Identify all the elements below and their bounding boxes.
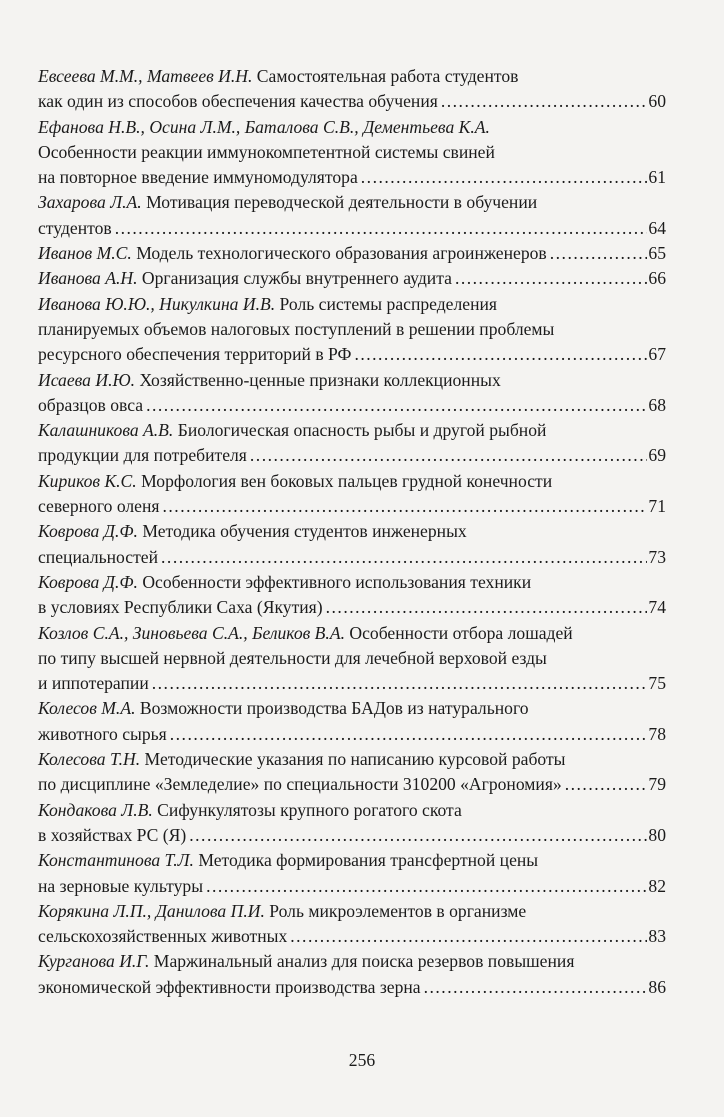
toc-entry-title: планируемых объемов налоговых поступлений в решении проблемы [38,318,555,339]
toc-entry [38,570,666,621]
toc-entry-title: и иппотерапии [38,673,149,694]
toc-entry-text [38,798,462,823]
toc-entry-text [38,342,351,367]
toc-entry-authors: Иванова Ю.Ю., Никулкина И.В. [38,293,276,314]
toc-entry-text [38,545,158,570]
toc-entry-line [38,342,666,367]
dot-leader [163,494,648,519]
toc-entry-title: образцов овса [38,394,144,415]
toc-entry [38,848,666,899]
toc-entry-line [38,418,666,443]
toc-entry-line [38,823,666,848]
toc-entry-line [38,722,666,747]
toc-entry [38,241,666,266]
toc-entry-text [38,292,497,317]
toc-entry [38,949,666,1000]
toc-entry [38,696,666,747]
toc-entry-line [38,190,666,215]
toc-entry-title: Сифункулятозы крупного рогатого скота [157,799,462,820]
toc-entry-title: Самостоятельная работа студентов [256,66,519,86]
toc-entry-page: 75 [648,673,666,694]
toc-entry-text [38,823,186,848]
toc-entry-text [38,899,526,924]
toc-entry-line [38,494,666,519]
toc-entry-title: ресурсного обеспечения территорий в РФ [38,344,352,365]
toc-entry [38,368,666,419]
toc-entry-text [38,393,143,418]
toc-entry [38,519,666,570]
toc-entry-text [38,115,490,140]
toc-entry-page: 86 [648,976,666,997]
toc-entry-text [38,241,547,266]
toc-entry-text [38,418,546,443]
toc-entry-authors: Курганова И.Г. [38,951,150,972]
toc-entry-line [38,747,666,772]
toc-entry-authors: Иванова А.Н. [38,268,138,289]
toc-entry-line [38,469,666,494]
toc-entry-authors: Ефанова Н.В., Осина Л.М., Баталова С.В., Дементьева К.А. [38,116,490,137]
toc-entry-line [38,292,666,317]
toc-entry-line [38,545,666,570]
toc-entry-title: Особенности эффективного использования техники [142,571,532,592]
toc-entry-line [38,241,666,266]
toc-entry-title: северного оленя [38,496,160,517]
dot-leader [361,165,648,190]
toc-entry-text [38,949,574,974]
toc-entry-authors: Иванов М.С. [38,243,132,264]
toc-entry-line [38,89,666,114]
toc-entry-line [38,975,666,1000]
toc-entry-text [38,190,537,215]
toc-entry-line [38,949,666,974]
toc-entry-page: 79 [648,774,666,795]
toc-entry-page: 64 [648,217,666,238]
toc-entry-text [38,140,495,165]
toc-entry-title: как один из способов обеспечения качества обучения [38,91,438,112]
dot-leader [161,545,647,570]
toc-entry-title: Возможности производства БАДов из натурального [139,698,529,719]
dot-leader [354,342,647,367]
toc-entry-page: 61 [648,167,666,188]
toc-entry [38,115,666,191]
toc-entry-page: 69 [648,445,666,466]
toc-entry-line [38,696,666,721]
toc-entry-line [38,621,666,646]
toc-entry-title: в условиях Республики Саха (Якутия) [38,597,323,618]
toc-entry-page: 82 [648,875,666,896]
toc-entry-line [38,266,666,291]
toc-entry-line [38,519,666,544]
toc-entry-page: 68 [648,394,666,415]
toc-entry-line [38,140,666,165]
toc-entry-page: 60 [648,91,666,112]
toc-entry-title: Организация службы внутреннего аудита [141,268,452,289]
dot-leader [326,595,648,620]
toc-entry-text [38,747,565,772]
toc-entry-authors: Колесов М.А. [38,698,136,719]
toc-entry-line [38,798,666,823]
toc-entry-text [38,266,452,291]
toc-entry-title: Хозяйственно-ценные признаки коллекционных [139,369,501,390]
toc-entry-line [38,115,666,140]
toc-entry-text [38,874,203,899]
toc-entry-text [38,772,562,797]
dot-leader [206,874,647,899]
toc-entry-text [38,848,538,873]
toc-entry-authors: Козлов С.А., Зиновьева С.А., Беликов В.А. [38,622,345,643]
toc-entry-title: экономической эффективности производства зерна [38,976,421,997]
toc-entry-title: Особенности реакции иммунокомпетентной системы свиней [38,141,495,162]
toc-entry-text [38,722,167,747]
toc-entry-line [38,874,666,899]
toc-entry-text [38,671,149,696]
toc-entry-text [38,570,531,595]
toc-entry-line [38,924,666,949]
toc-entry-title: Методические указания по написанию курсовой работы [144,749,566,770]
toc-entry-text [38,317,554,342]
toc-entry-title: Мотивация переводческой деятельности в обучении [146,192,538,213]
toc-entry-text [38,216,112,241]
toc-entry-line [38,317,666,342]
toc-entry-text [38,64,518,89]
toc-entry-authors: Корякина Л.П., Данилова П.И. [38,900,265,921]
toc-entry-title: специальностей [38,546,159,567]
dot-leader [146,393,647,418]
dot-leader [441,89,648,114]
toc-entry-title: в хозяйствах РС (Я) [38,824,187,845]
toc-entry-page: 65 [648,243,666,264]
dot-leader [152,671,648,696]
toc-entry-authors: Захарова Л.А. [38,192,142,213]
toc-entry-authors: Евсеева М.М., Матвеев И.Н. [38,66,253,86]
toc-entry-line [38,443,666,468]
toc-entry-line [38,165,666,190]
page-number: 256 [348,1050,376,1070]
toc-entry-text [38,646,547,671]
toc-entry-text [38,368,501,393]
toc-entry [38,64,666,115]
toc-entry-title: продукции для потребителя [38,445,247,466]
toc-entry-page: 71 [648,496,666,517]
dot-leader [115,216,648,241]
toc-entry-title: Роль системы распределения [279,293,498,314]
toc-entry-line [38,368,666,393]
toc-entry-title: Методика формирования трансфертной цены [198,850,539,871]
toc-entry-authors: Коврова Д.Ф. [38,521,138,542]
toc-entry-title: Методика обучения студентов инженерных [142,521,467,542]
dot-leader [550,241,648,266]
dot-leader [189,823,647,848]
toc-entry-authors: Калашникова А.В. [38,420,174,441]
toc-entry-text [38,165,358,190]
toc-entry [38,899,666,950]
toc-entry-title: студентов [38,217,112,238]
toc-entry-line [38,671,666,696]
toc-entry-page: 73 [648,546,666,567]
toc-entry-title: сельскохозяйственных животных [38,926,288,947]
toc-entry-title: на повторное введение иммуномодулятора [38,167,358,188]
toc-entry-text [38,621,573,646]
toc-entry [38,418,666,469]
toc-entry-line [38,570,666,595]
toc-entry-authors: Константинова Т.Л. [38,850,194,871]
toc-entry-title: Биологическая опасность рыбы и другой рыбной [177,420,547,441]
table-of-contents [38,64,666,1000]
toc-entry-line [38,595,666,620]
toc-entry-text [38,494,160,519]
toc-entry [38,621,666,697]
dot-leader [455,266,647,291]
dot-leader [170,722,648,747]
toc-entry-page: 67 [648,344,666,365]
toc-entry-page: 78 [648,723,666,744]
toc-entry-text [38,89,438,114]
toc-entry-page: 83 [648,926,666,947]
toc-entry [38,469,666,520]
toc-entry [38,190,666,241]
dot-leader [290,924,647,949]
toc-entry-text [38,595,323,620]
dot-leader [424,975,648,1000]
toc-entry-authors: Кондакова Л.В. [38,799,153,820]
toc-entry [38,292,666,368]
toc-entry-title: по типу высшей нервной деятельности для лечебной верховой езды [38,647,547,668]
toc-entry-line [38,216,666,241]
toc-entry [38,798,666,849]
toc-entry-title: Роль микроэлементов в организме [269,900,527,921]
toc-entry-text [38,975,421,1000]
toc-entry-title: Маржинальный анализ для поиска резервов повышения [153,951,575,972]
toc-entry [38,747,666,798]
toc-entry-title: животного сырья [38,723,167,744]
toc-entry-line [38,64,666,89]
toc-entry-text [38,924,287,949]
toc-entry-page: 66 [648,268,666,289]
toc-entry-authors: Коврова Д.Ф. [38,571,138,592]
toc-entry-line [38,772,666,797]
toc-entry-title: на зерновые культуры [38,875,204,896]
toc-entry-page: 80 [648,824,666,845]
dot-leader [565,772,648,797]
toc-entry-authors: Исаева И.Ю. [38,369,136,390]
toc-entry-authors: Кириков К.С. [38,470,137,491]
dot-leader [250,443,648,468]
toc-entry-page: 74 [648,597,666,618]
toc-entry-line [38,899,666,924]
toc-entry-text [38,443,247,468]
toc-entry-title: Морфология вен боковых пальцев грудной конечности [141,470,553,491]
toc-entry-text [38,469,552,494]
toc-entry-text [38,519,467,544]
toc-entry-authors: Колесова Т.Н. [38,749,141,770]
toc-entry-line [38,393,666,418]
toc-entry [38,266,666,291]
toc-entry-title: Модель технологического образования агроинженеров [136,243,547,264]
toc-entry-line [38,646,666,671]
toc-entry-line [38,848,666,873]
toc-entry-text [38,696,529,721]
toc-entry-title: Особенности отбора лошадей [349,622,573,643]
toc-entry-title: по дисциплине «Земледелие» по специальности 310200 «Агрономия» [38,774,562,795]
